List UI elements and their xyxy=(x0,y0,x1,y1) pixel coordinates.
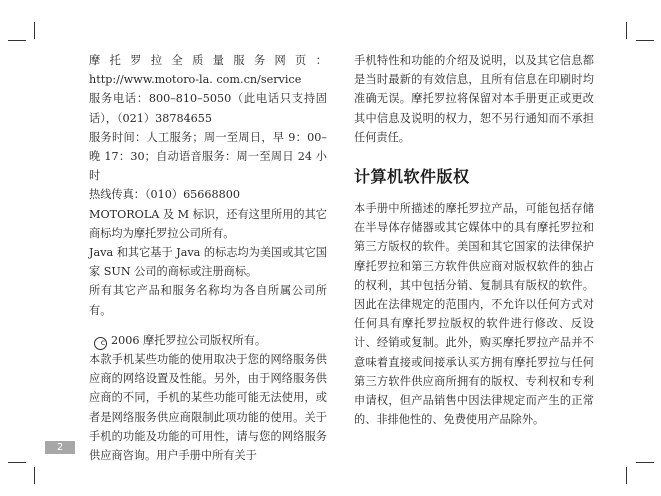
right-column xyxy=(354,51,594,429)
service-website: 摩托罗拉全质量服务网页：http://www.motoro-la. com.cn/service xyxy=(89,54,327,87)
motorola-trademark: MOTOROLA 及 M 标识，还有这里所用的其它商标均为摩托罗拉公司所有。 xyxy=(89,207,327,240)
service-phone: 服务电话：800–810–5050（此电话只支持固话），（021）38784655 xyxy=(89,92,327,125)
crop-mark-bottom-left-v xyxy=(34,467,35,484)
crop-mark-bottom-right-h xyxy=(636,462,654,463)
crop-mark-top-left-v xyxy=(34,22,35,39)
crop-mark-top-right-v xyxy=(626,22,627,39)
other-trademarks: 所有其它产品和服务名称均为各自所属公司所有。 xyxy=(89,284,327,317)
copyright-icon: c xyxy=(94,337,107,350)
crop-mark-top-left-h xyxy=(8,40,26,41)
crop-mark-top-right-h xyxy=(636,40,654,41)
hotline-fax: 热线传真：（010）65668800 xyxy=(89,188,241,202)
crop-mark-bottom-left-h xyxy=(8,462,26,463)
software-copyright-body: 本手册中所描述的摩托罗拉产品，可能包括存储在半导体存储器或其它媒体中的具有摩托罗拉和第三方版权的软件。美国和其它国家的法律保护摩托罗拉和第三方软件供应商对版权软件的独占的权利，其中包括分销、复制具有版权的软件。因此在法律规定的范围内，不允许以任何方式对任何具有摩托罗拉版权的软件进行修改、反设计、经销或复制。此外，购买摩托罗拉产品并不意味着直接或间接承认买方拥有摩托罗拉与任何第三方软件供应商所拥有的版权、专利权和专利申请权，但产品销售中因法律规定而产生的正常的、非排他性的、免费使用产品除外。 xyxy=(354,202,594,427)
left-column xyxy=(89,51,327,465)
section-heading: 计算机软件版权 xyxy=(354,167,470,187)
crop-mark-bottom-right-v xyxy=(626,467,627,484)
copyright-notice xyxy=(89,331,327,350)
java-trademark: Java 和其它基于 Java 的标志均为美国或其它国家 SUN 公司的商标或注册商标。 xyxy=(89,246,327,279)
page-number: 2 xyxy=(45,441,75,454)
network-notice-continuation: 手机特性和功能的介绍及说明，以及其它信息都是当时最新的有效信息，且所有信息在印刷时均准确无误。摩托罗拉将保留对本手册更正或更改其中信息及说明的权力，恕不另行通知而不承担任何责任。 xyxy=(354,54,594,144)
service-hours: 服务时间：人工服务；周一至周日，早 9：00–晚 17：30；自动语音服务：周一至周日 24 小时 xyxy=(89,130,327,183)
network-notice: 本款手机某些功能的使用取决于您的网络服务供应商的网络设置及性能。另外，由于网络服务供应商的不同，手机的某些功能可能无法使用，或者是网络服务供应商限制此项功能的使用。关于手机的功能及功能的可用性，请与您的网络服务供应商咨询。用户手册中所有关于 xyxy=(89,353,327,463)
copyright-text: 2006 摩托罗拉公司版权所有。 xyxy=(111,333,267,347)
